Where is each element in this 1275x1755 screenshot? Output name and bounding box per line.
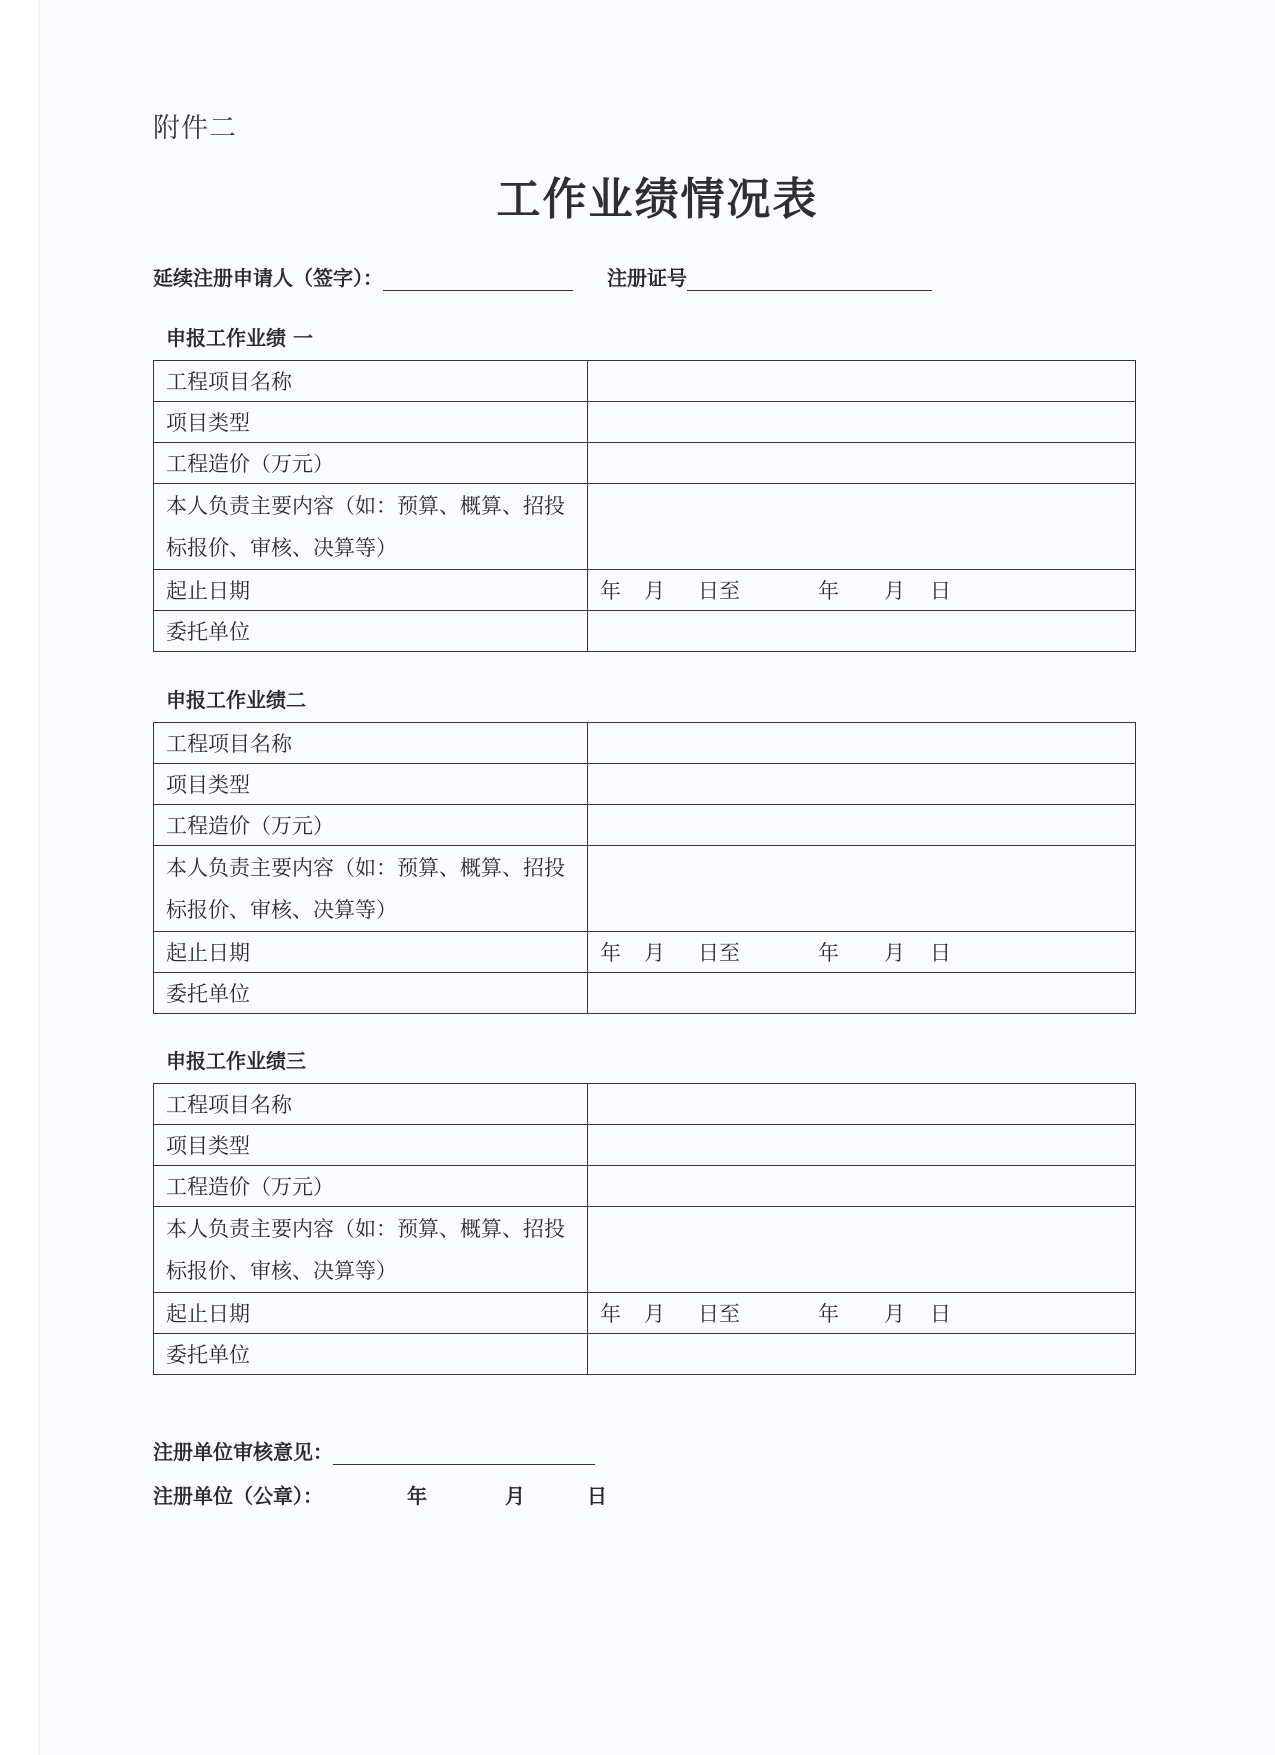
- start-month-unit: 月: [644, 1302, 665, 1326]
- cost-field[interactable]: [588, 1166, 1136, 1207]
- start-month-unit: 月: [644, 579, 665, 603]
- start-day-unit: 日至: [698, 1302, 740, 1326]
- start-day-unit: 日至: [698, 579, 740, 603]
- performance-table-2: [153, 722, 1136, 1014]
- seal-year-unit: 年: [407, 1484, 427, 1508]
- section-heading-2: 申报工作业绩二: [166, 688, 306, 712]
- end-month-unit: 月: [884, 1302, 905, 1326]
- cost-field[interactable]: [588, 443, 1136, 484]
- cert-number-label: 注册证号: [607, 266, 687, 290]
- attachment-label: 附件二: [153, 113, 237, 144]
- section-heading-1: 申报工作业绩 一: [166, 326, 313, 350]
- table-row: [154, 484, 1136, 570]
- project-type-label: 项目类型: [154, 402, 588, 443]
- seal-day-unit: 日: [587, 1484, 607, 1508]
- project-name-field[interactable]: [588, 361, 1136, 402]
- responsibility-field[interactable]: [588, 1207, 1136, 1293]
- scan-page-edge: [0, 0, 40, 1755]
- period-field[interactable]: [588, 570, 1136, 611]
- project-type-label: 项目类型: [154, 1125, 588, 1166]
- responsibility-field[interactable]: [588, 846, 1136, 932]
- responsibility-label: 本人负责主要内容（如：预算、概算、招投标报价、审核、决算等）: [154, 846, 588, 932]
- table-row: [154, 932, 1136, 973]
- end-month-unit: 月: [884, 941, 905, 965]
- project-type-field[interactable]: [588, 764, 1136, 805]
- client-field[interactable]: [588, 973, 1136, 1014]
- table-row: [154, 1293, 1136, 1334]
- table-row: [154, 1166, 1136, 1207]
- cost-field[interactable]: [588, 805, 1136, 846]
- client-label: 委托单位: [154, 1334, 588, 1375]
- cert-number-field[interactable]: [687, 268, 932, 291]
- client-field[interactable]: [588, 611, 1136, 652]
- table-row: [154, 611, 1136, 652]
- project-type-field[interactable]: [588, 1125, 1136, 1166]
- period-label: 起止日期: [154, 570, 588, 611]
- seal-line: [153, 1480, 607, 1509]
- review-opinion-field[interactable]: [333, 1442, 595, 1465]
- end-year-unit: 年: [818, 579, 839, 603]
- review-opinion-label: 注册单位审核意见：: [153, 1440, 333, 1464]
- client-label: 委托单位: [154, 973, 588, 1014]
- applicant-label: 延续注册申请人（签字）：: [153, 266, 383, 290]
- end-month-unit: 月: [884, 579, 905, 603]
- start-year-unit: 年: [600, 941, 621, 965]
- period-label: 起止日期: [154, 1293, 588, 1334]
- responsibility-label: 本人负责主要内容（如：预算、概算、招投标报价、审核、决算等）: [154, 1207, 588, 1293]
- table-row: [154, 361, 1136, 402]
- table-row: [154, 1207, 1136, 1293]
- cost-label: 工程造价（万元）: [154, 443, 588, 484]
- end-year-unit: 年: [818, 1302, 839, 1326]
- start-year-unit: 年: [600, 579, 621, 603]
- table-row: [154, 443, 1136, 484]
- project-type-field[interactable]: [588, 402, 1136, 443]
- section-heading-3: 申报工作业绩三: [166, 1049, 306, 1073]
- end-day-unit: 日: [930, 941, 951, 965]
- table-row: [154, 570, 1136, 611]
- document-title: 工作业绩情况表: [496, 174, 819, 225]
- client-label: 委托单位: [154, 611, 588, 652]
- end-day-unit: 日: [930, 1302, 951, 1326]
- project-name-label: 工程项目名称: [154, 361, 588, 402]
- start-day-unit: 日至: [698, 941, 740, 965]
- table-row: [154, 723, 1136, 764]
- seal-label: 注册单位（公章）：: [153, 1484, 323, 1508]
- start-year-unit: 年: [600, 1302, 621, 1326]
- cost-label: 工程造价（万元）: [154, 805, 588, 846]
- performance-table-1: [153, 360, 1136, 652]
- period-label: 起止日期: [154, 932, 588, 973]
- project-name-field[interactable]: [588, 1084, 1136, 1125]
- table-row: [154, 846, 1136, 932]
- table-row: [154, 973, 1136, 1014]
- table-row: [154, 402, 1136, 443]
- responsibility-label: 本人负责主要内容（如：预算、概算、招投标报价、审核、决算等）: [154, 484, 588, 570]
- responsibility-field[interactable]: [588, 484, 1136, 570]
- project-name-label: 工程项目名称: [154, 1084, 588, 1125]
- period-field[interactable]: [588, 1293, 1136, 1334]
- applicant-signature-field[interactable]: [383, 268, 573, 291]
- project-name-field[interactable]: [588, 723, 1136, 764]
- period-field[interactable]: [588, 932, 1136, 973]
- cost-label: 工程造价（万元）: [154, 1166, 588, 1207]
- applicant-line: [153, 262, 932, 291]
- table-row: [154, 1084, 1136, 1125]
- table-row: [154, 764, 1136, 805]
- project-name-label: 工程项目名称: [154, 723, 588, 764]
- review-opinion-line: [153, 1436, 595, 1465]
- seal-month-unit: 月: [505, 1484, 525, 1508]
- performance-table-3: [153, 1083, 1136, 1375]
- project-type-label: 项目类型: [154, 764, 588, 805]
- client-field[interactable]: [588, 1334, 1136, 1375]
- end-year-unit: 年: [818, 941, 839, 965]
- start-month-unit: 月: [644, 941, 665, 965]
- table-row: [154, 1125, 1136, 1166]
- end-day-unit: 日: [930, 579, 951, 603]
- table-row: [154, 1334, 1136, 1375]
- table-row: [154, 805, 1136, 846]
